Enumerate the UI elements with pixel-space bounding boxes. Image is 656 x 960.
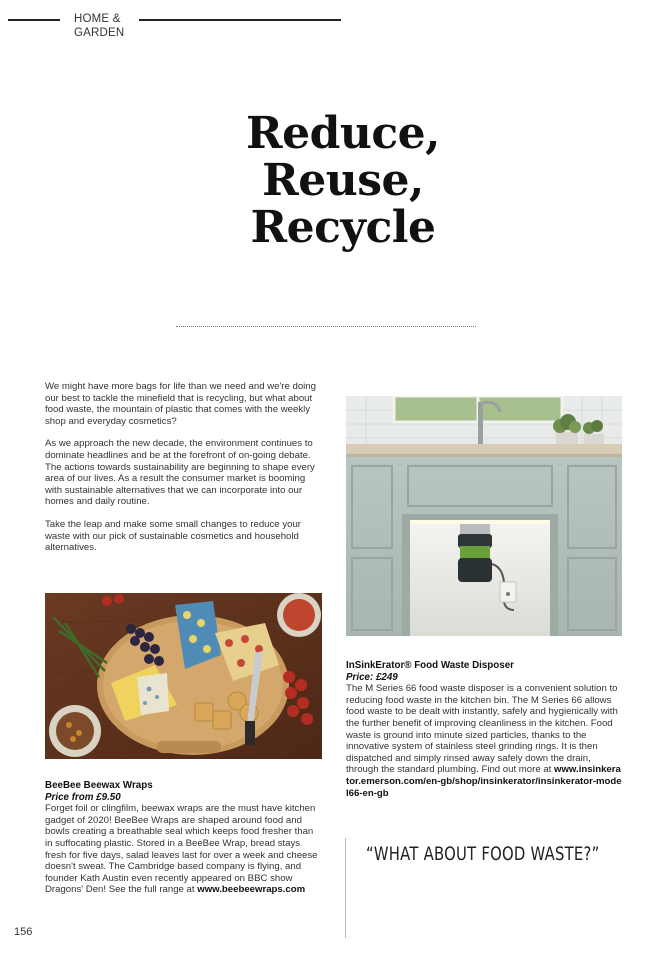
pull-quote-rule	[345, 838, 346, 938]
intro-paragraph-3: Take the leap and make some small changes to reduce your waste with our pick of sustainable cosmetics and household alternatives.	[45, 518, 301, 554]
beebee-price: Price from £9.50	[45, 791, 121, 803]
beebee-url-link[interactable]: www.beebeewraps.com	[197, 884, 306, 896]
page-number: 156	[14, 926, 33, 938]
insinkerator-price: Price: £249	[346, 671, 398, 683]
article-title	[0, 110, 656, 251]
intro-text	[45, 381, 323, 565]
intro-paragraph-1: We might have more bags for life than we need and we're doing our best to tackle the minefield that is recycling, but what about food waste, the mountain of plastic that comes with the weekly shop and everyday cosmetics?	[45, 381, 316, 427]
section-label-line1: HOME &	[74, 13, 121, 25]
beebee-description-text: Forget foil or clingfilm, beewax wraps are the must have kitchen gadget of 2020! BeeBee Wraps are shaped around food and bowls creating a breathable seal which keeps food fresher than in suffocating plastic. Stored in a BeeBee Wrap, bread stays fresh for five days, salad leaves last for over a week and cheese doesn't sweat. The Cambridge based company is flying, and founder Kath Austin even recently appeared on BBC show Dragons' Den! See the full range at	[45, 803, 318, 896]
insinkerator-description-text: The M Series 66 food waste disposer is a convenient solution to reducing food waste in the kitchen bin. The M Series 66 allows food waste to be dealt with instantly, safely and hygienically with the further benefit of improving cleanliness in the kitchen. Food waste is ground into minute sized particles, thanks to the innovative system of stainless steel grinding rings. It is then dispatched and simply rinsed away safely down the drain, through the standard plumbing. Find out more at	[346, 683, 618, 776]
insinkerator-product-name: InSinkErator® Food Waste Disposer	[346, 660, 514, 671]
section-label-line2: GARDEN	[74, 27, 125, 39]
beebee-description	[45, 803, 323, 896]
insinkerator-url-link[interactable]: www.insinkerator.emerson.com/en-gb/shop/insinkerator/insinkerator-model66-en-gb	[346, 764, 622, 799]
section-label	[74, 12, 124, 40]
kitchen-sink-photo	[346, 396, 622, 636]
title-line-1: Reduce,	[246, 108, 440, 159]
beewax-wraps-photo	[45, 593, 322, 759]
beebee-product-name: BeeBee Beewax Wraps	[45, 780, 153, 791]
pull-quote: “WHAT ABOUT FOOD WASTE?”	[366, 843, 600, 865]
title-line-3: Recycle	[250, 202, 436, 253]
insinkerator-product	[346, 660, 624, 799]
intro-paragraph-2: As we approach the new decade, the environment continues to dominate headlines and be at the forefront of on-going debate. The actions towards sustainability are beginning to shape every area of our lives. As a result the consumer market is booming with sustainable alternatives that we can incorporate into our homes and daily routine.	[45, 438, 315, 508]
title-divider	[176, 326, 476, 327]
insinkerator-description	[346, 683, 624, 799]
header-rule-left	[8, 19, 60, 21]
title-line-2: Reuse,	[262, 155, 424, 206]
header-rule-right	[139, 19, 341, 21]
beebee-product	[45, 780, 323, 896]
